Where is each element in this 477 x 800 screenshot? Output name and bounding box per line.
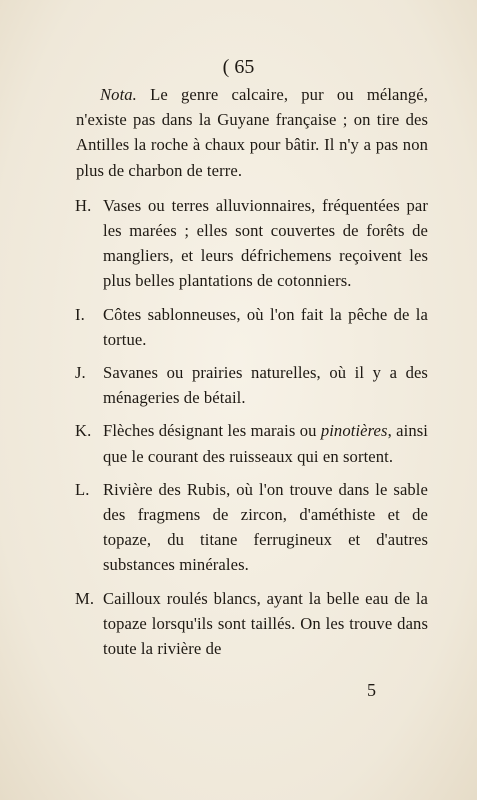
entry-l bbox=[76, 477, 428, 578]
signature-mark: 5 bbox=[367, 680, 376, 700]
nota-label: Nota. bbox=[100, 85, 137, 104]
entry-text: Vases ou terres alluvionnaires, fréquentées par les marées ; elles sont couvertes de forêts de mangliers, et leurs défrichemens reçoivent les plus belles plantations de cotonniers. bbox=[103, 195, 428, 291]
entry-text: Cailloux roulés blancs, ayant la belle eau de la topaze lorsqu'ils sont taillés. On les trouve dans toute la rivière de bbox=[103, 588, 428, 659]
entry-letter: I. bbox=[75, 304, 85, 324]
entry-j bbox=[76, 360, 428, 410]
entry-letter: M. bbox=[75, 588, 95, 608]
nota-text: Le genre calcaire, pur ou mélangé, n'existe pas dans la Guyane française ; on tire des Antilles la roche à chaux pour bâtir. Il n'y a pas non plus de charbon de terre. bbox=[76, 85, 428, 180]
entry-k bbox=[76, 418, 428, 468]
entry-letter: J. bbox=[75, 363, 86, 383]
entry-letter: K. bbox=[75, 421, 92, 441]
entry-text: Côtes sablonneuses, où l'on fait la pêche de la tortue. bbox=[103, 304, 428, 349]
entry-h bbox=[76, 193, 428, 294]
entry-m bbox=[76, 586, 428, 662]
page-body bbox=[76, 82, 428, 669]
entry-i bbox=[76, 302, 428, 352]
entry-text: Rivière des Rubis, où l'on trouve dans le sable des fragmens de zircon, d'améthiste et de topaze, du titane ferrugineux et d'autres substances minérales. bbox=[103, 479, 428, 575]
entry-text-after: , ainsi que le courant des ruisseaux qui en sortent. bbox=[103, 421, 428, 466]
entry-text-before: Flèches désignant les marais ou bbox=[103, 421, 321, 441]
entry-letter: H. bbox=[75, 195, 92, 215]
page-number: ( 65 bbox=[222, 56, 255, 78]
entry-letter: L. bbox=[75, 479, 90, 499]
nota-paragraph bbox=[76, 82, 428, 183]
entry-text: Savanes ou prairies naturelles, où il y a des ménageries de bétail. bbox=[103, 363, 428, 408]
entry-italic-term: pinotières bbox=[320, 421, 388, 441]
